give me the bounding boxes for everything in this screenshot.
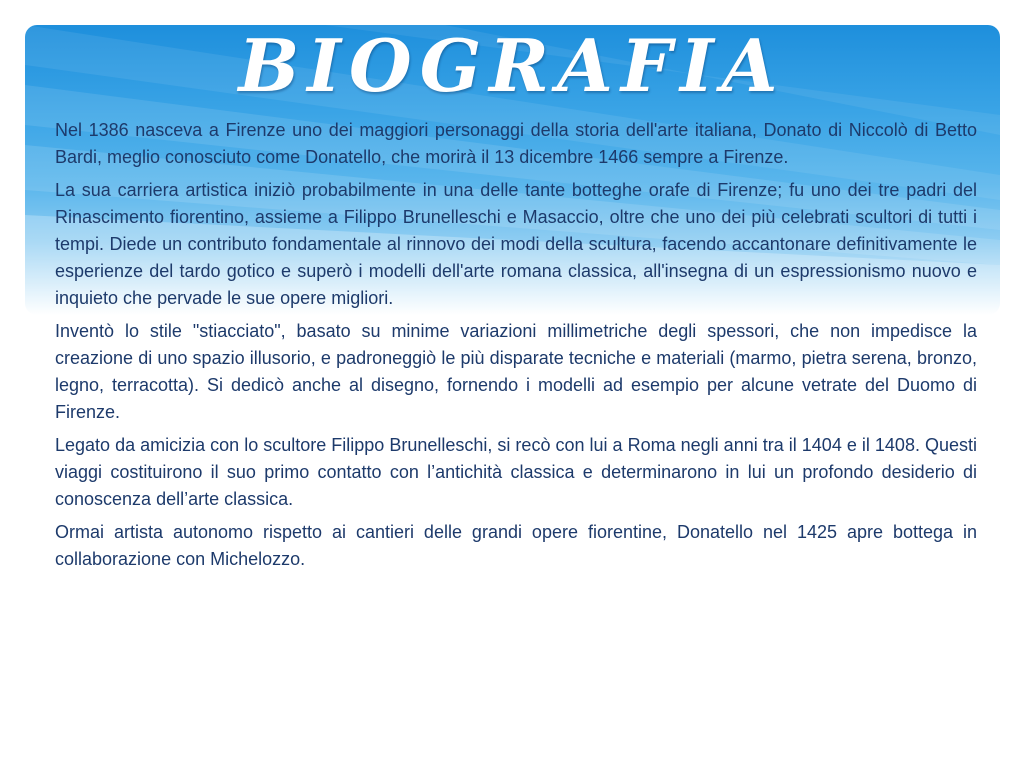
- paragraph-birth: Nel 1386 nasceva a Firenze uno dei maggiori personaggi della storia dell'arte italiana, Donato di Niccolò di Betto Bardi, meglio conosciuto come Donatello, che morirà il 13 dicembre 1466 sempre a Firenze.: [55, 120, 977, 167]
- paragraph-stiacciato: Inventò lo stile "stiacciato", basato su minime variazioni millimetriche degli spessori, che non impedisce la creazione di uno spazio illusorio, e padroneggiò le più disparate tecniche e materiali (marmo, pietra serena, bronzo, legno, terracotta). Si dedicò anche al disegno, fornendo i modelli ad esempio per alcune vetrate del Duomo di Firenze.: [55, 321, 977, 422]
- biography-text: [55, 117, 977, 579]
- paragraph-workshop: Ormai artista autonomo rispetto ai cantieri delle grandi opere fiorentine, Donatello nel 1425 apre bottega in collaborazione con Michelozzo.: [55, 522, 977, 569]
- slide-title: BIOGRAFIA: [238, 23, 786, 108]
- paragraph-rome-trip: Legato da amicizia con lo scultore Filippo Brunelleschi, si recò con lui a Roma negli anni tra il 1404 e il 1408. Questi viaggi costituirono il suo primo contatto con l’antichità classica e determinarono in lui un profondo desiderio di conoscenza dell’arte classica.: [55, 435, 977, 509]
- paragraph-career: La sua carriera artistica iniziò probabilmente in una delle tante botteghe orafe di Firenze; fu uno dei tre padri del Rinascimento fiorentino, assieme a Filippo Brunelleschi e Masaccio, oltre che uno dei più celebrati scultori di tutti i tempi. Diede un contributo fondamentale al rinnovo dei modi della scultura, facendo accantonare definitivamente le esperienze del tardo gotico e superò i modelli dell'arte romana classica, all'insegna di un espressionismo nuovo e inquieto che pervade le sue opere migliori.: [55, 180, 977, 308]
